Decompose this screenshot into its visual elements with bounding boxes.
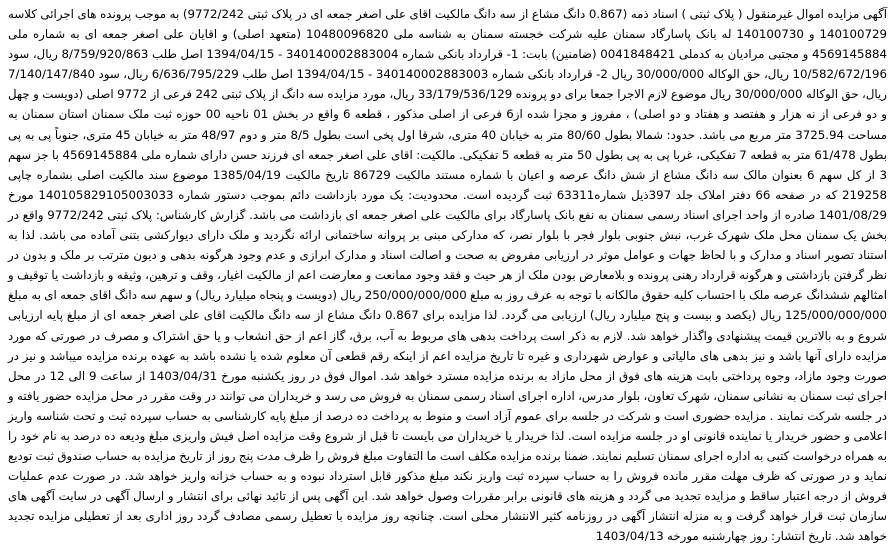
auction-notice-text: آگهی مزایده اموال غیرمنقول ( پلاک ثبتی ) اسناد ذمه (0.867 دانگ مشاع از سه دانگ مالکیت اقای علی اصغر جمعه ای در پلاک ثبتی 9772/242) به موجب پرونده های اجرائی کلاسه 140100729 و 140100730 له بانک پاسارگاد سمنان علیه شرکت خجسته سمنان به شناسه ملی 10480096820 (متعهد اصلی) و اقایان علی اصغر جمعه ای به شماره ملی 4569145884 و مجتبی مرادیان به کدملی 0041848421 (ضامنین) بابت: 1- قرارداد بانکی شماره 340140002883004 - 1394/04/15 اصل طلب 8/759/920/863 ریال، سود 10/582/672/196 ریال، حق الوکاله 30/000/000 ریال 2- قرارداد بانکی شماره 340140002883003 - 1394/04/15 اصل طلب 6/636/795/229 ریال، سود 7/140/147/840 ریال، حق الوکاله 30/000/000 ریال موضوع لازم الاجرا جمعا برای دو پرونده 33/179/536/129 ریال، مورد مزایده سه دانگ از پلاک ثبتی 242 فرعی از 9772 اصلی (دویست و چهل و دو فرعی از نه هزار و هفتصد و هفتاد و دو اصلی) ، مفروز و مجزا شده از6 فرعی از اصلی مذکور ، قطعه 6 واقع در بخش 01 ناحیه 00 حوزه ثبت ملک سمنان استان سمنان به مساحت 3725.94 متر مربع می باشد. حدود: شمالا بطول 80/60 متر به خیابان 40 متری، شرقا اول پخی است بطول 8/5 متر و دوم 48/97 متر به خیابان 45 متری، جنوباً پی به پی بطول 61/478 متر به قطعه 7 تفکیکی، غربا پی به پی بطول 50 متر به قطعه 5 تفکیکی. مالکیت: اقای علی اصغر جمعه ای فرزند حسن دارای شماره ملی 4569145884 با جز سهم 3 از کل سهم 6 بعنوان مالک سه دانگ مشاع از شش دانگ عرصه و اعیان با شماره مستند مالکیت 86729 تاریخ مالکیت 1385/04/19 موضوع سند مالکیت اصلی بشماره چاپی 219258 که در صفحه 66 دفتر املاک جلد 397ذیل شماره63311 ثبت گردیده است. محدودیت: یک مورد بازداشت دائم بموجب دستور شماره 140105829105003033 مورخ 1401/08/29 صادره از واحد اجرای اسناد رسمی سمنان به نفع بانک پاسارگاد برای مالکیت علی اصغر جمعه ای بازداشت می باشد. گزارش کارشناس: پلاک ثبتی 9772/242 واقع در بخش یک سمنان محل ملک شهرک غرب، نبش جنوبی بلوار فجر با بلوار نصر، که مدارکی مبنی بر پروانه ساختمانی ارائه نگردید و ملک دارای دیوارکشی بتنی آماده می باشد. لذا به استناد تصویر اسناد و مدارک و با لحاظ جهات و عوامل موثر در ارزیابی مفروض به صحت و اصالت اسناد و مدارک ابرازی و عدم وجود هرگونه بدهی و دیون مترتب بر ملک و بدون در نظر گرفتن بازداشتی و هرگونه قرارداد رهنی پرونده و بلامعارض بودن ملک از هر حیث و فقد وجود ممانعت و معارضت اعم از مالکیت اغیار، وقف و ترهین، وثیقه و بازداشت یا توقیف و امثالهم ششدانگ عرصه ملک با احتساب کلیه حقوق مالکانه با توجه به عرف روز به مبلغ 250/000/000/000 ریال (دویست و پنجاه میلیارد ریال) و سهم سه دانگ اقای جمعه ای به مبلغ 125/000/000/000 ریال (یکصد و بیست و پنج میلیارد ریال) ارزیابی می گردد. لذا مزایده برای 0.867 دانگ مشاع از سه دانگ مالکیت اقای علی اصغر جمعه ای از مبلغ پایه ارزیابی شروع و به بالاترین قیمت پیشنهادی واگذار خواهد شد. لازم به ذکر است پرداخت بدهی های مربوط به آب، برق، گاز اعم از حق انشعاب و یا حق اشتراک و مصرف در صورتی که مورد مزایده دارای آنها باشد و نیز بدهی های مالیاتی و عوارض شهرداری و غیره تا تاریخ مزایده اعم از اینکه رقم قطعی آن معلوم شده یا نشده باشد به عهده برنده مزایده میباشد و نیز در صورت وجود مازاد، وجوه پرداختی بابت هزینه های فوق از محل مازاد به برنده مزایده مسترد خواهد شد. اموال فوق در روز یکشنبه مورخ 1403/04/31 از ساعت 9 الی 12 در محل اجرای ثبت سمنان به نشانی سمنان، شهرک تعاون، بلوار مدرس، اداره اجرای اسناد رسمی سمنان به فروش می رسد و خریداران می توانند در وقت مقرر در محل مزایده حضور یافته و در جلسه شرکت نمایند . مزایده حضوری است و شرکت در جلسه برای عموم آزاد است و منوط به پرداخت ده درصد از مبلغ پایه کارشناسی به حساب سپرده ثبت و تحت شناسه واریز اعلامی و حضور خریدار یا نماینده قانونی او در جلسه مزایده است. لذا خریدار یا خریداران می بایست تا قبل از شروع وقت مزایده اصل فیش واریزی مبلغ ودیعه ده درصد به نام خود را به همراه درخواست کتبی به اداره اجرای سمنان تسلیم نمایند. ضمنا برنده مزایده مکلف است ما التفاوت مبلغ فروش را ظرف مدت پنج روز از تاریخ مزایده به حساب صندوق ثبت تودیع نماید و در صورتی که ظرف مهلت مقرر مانده فروش را به حساب سپرده ثبت واریز نکند مبلغ مذکور قابل استرداد نبوده و به حساب خزانه واریز خواهد شد. در صورت عدم عملیات فروش از درجه اعتبار ساقط و مزایده تجدید می گردد و هزینه های قانونی برابر مقررات وصول خواهد شد. این آگهی پس از تائید نهائی برای انتشار و ارسال آگهی در سایت آگهی های سازمان ثبت قرار خواهد گرفت و به منزله انتشار آگهی در روزنامه کثیر الانتشار محلی است. چنانچه روز مزایده با تعطیل رسمی مصادف گردد روز اداری بعد از تعطیلی مزایده تجدید خواهد شد. تاریخ انتشار: روز چهارشنبه مورخه 1403/04/13 [8, 7, 888, 544]
